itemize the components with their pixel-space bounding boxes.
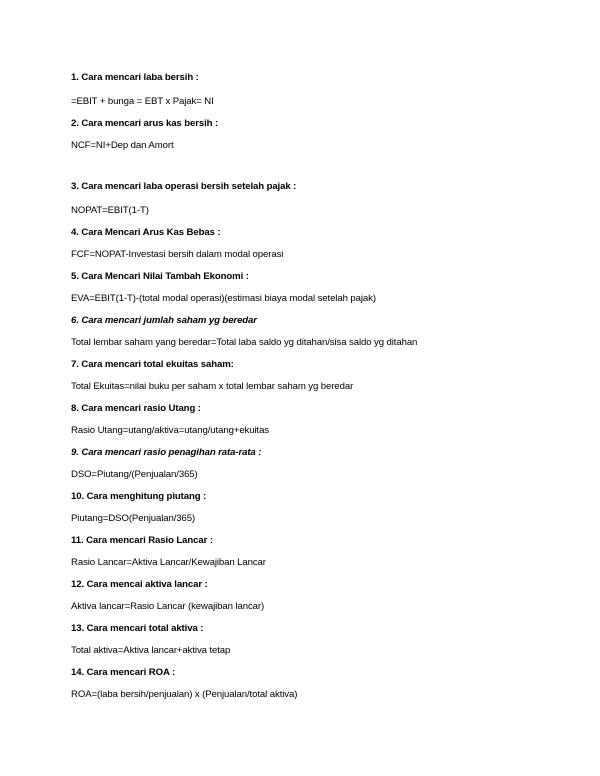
heading-4: 4. Cara Mencari Arus Kas Bebas : <box>71 227 221 238</box>
heading-6: 6. Cara mencari jumlah saham yg beredar <box>71 315 257 326</box>
formula-2: NCF=NI+Dep dan Amort <box>71 140 174 151</box>
formula-3: NOPAT=EBIT(1-T) <box>71 205 149 216</box>
formula-1: =EBIT + bunga = EBT x Pajak= NI <box>71 96 214 107</box>
heading-14: 14. Cara mencari ROA : <box>71 667 176 678</box>
formula-10: Piutang=DSO(Penjualan/365) <box>71 513 196 524</box>
formula-9: DSO=Piutang/(Penjualan/365) <box>71 469 198 480</box>
heading-1: 1. Cara mencari laba bersih : <box>71 72 199 83</box>
heading-7: 7. Cara mencari total ekuitas saham: <box>71 359 234 370</box>
formula-7: Total Ekuitas=nilai buku per saham x total lembar saham yg beredar <box>71 381 354 392</box>
heading-2: 2. Cara mencari arus kas bersih : <box>71 118 219 129</box>
formula-5: EVA=EBIT(1-T)-(total modal operasi)(estimasi biaya modal setelah pajak) <box>71 293 376 304</box>
heading-5: 5. Cara Mencari Nilai Tambah Ekonomi : <box>71 271 249 282</box>
heading-10: 10. Cara menghitung piutang : <box>71 491 207 502</box>
formula-11: Rasio Lancar=Aktiva Lancar/Kewajiban Lancar <box>71 557 266 568</box>
formula-8: Rasio Utang=utang/aktiva=utang/utang+ekuitas <box>71 425 270 436</box>
heading-11: 11. Cara mencari Rasio Lancar : <box>71 535 213 546</box>
heading-9: 9. Cara mencari rasio penagihan rata-rata : <box>71 447 262 458</box>
formula-13: Total aktiva=Aktiva lancar+aktiva tetap <box>71 645 231 656</box>
formula-14: ROA=(laba bersih/penjualan) x (Penjualan/total aktiva) <box>71 689 298 700</box>
formula-4: FCF=NOPAT-Investasi bersih dalam modal operasi <box>71 249 284 260</box>
formula-6: Total lembar saham yang beredar=Total laba saldo yg ditahan/sisa saldo yg ditahan <box>71 337 418 348</box>
heading-13: 13. Cara mencari total aktiva : <box>71 623 204 634</box>
heading-12: 12. Cara mencai aktiva lancar : <box>71 579 208 590</box>
heading-8: 8. Cara mencari rasio Utang : <box>71 403 201 414</box>
formula-12: Aktiva lancar=Rasio Lancar (kewajiban lancar) <box>71 601 265 612</box>
heading-3: 3. Cara mencari laba operasi bersih setelah pajak : <box>71 181 297 192</box>
